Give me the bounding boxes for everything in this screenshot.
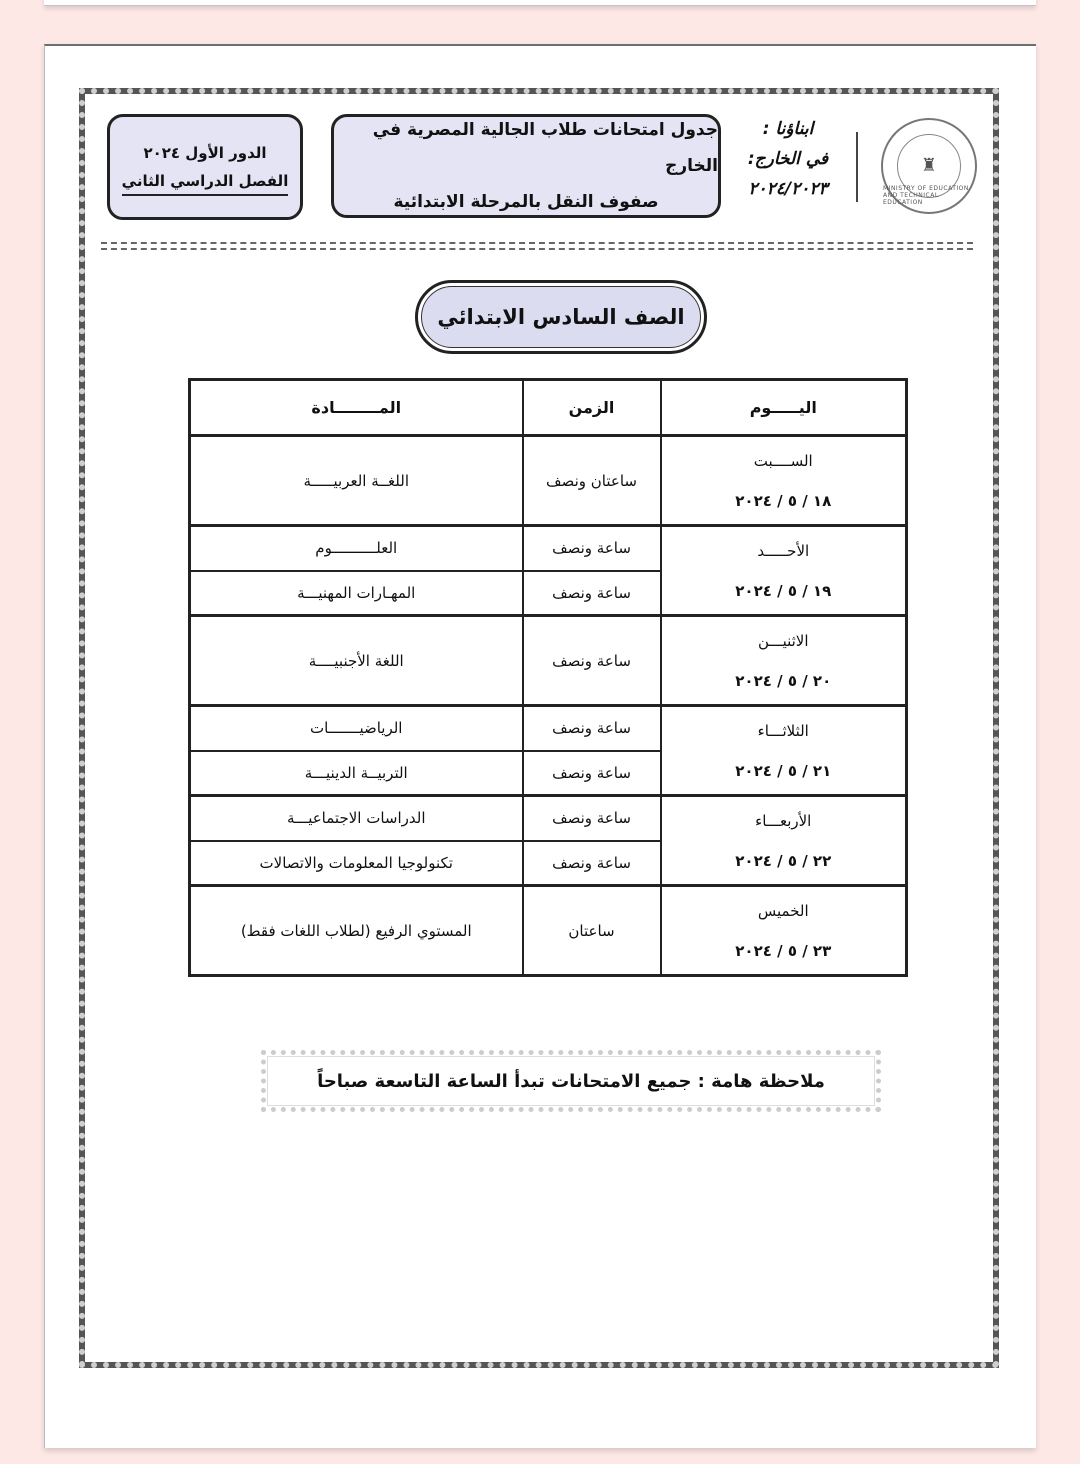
subject-cell: المهـارات المهنيـــة [190, 571, 523, 616]
exam-date: ٢٠ / ٥ / ٢٠٢٤ [735, 671, 832, 690]
important-note: ملاحظة هامة : جميع الامتحانات تبدأ الساعة التاسعة صباحاً [261, 1050, 881, 1112]
duration-cell: ساعة ونصف [523, 796, 661, 841]
day-name: الخميس [757, 901, 809, 920]
day-cell [661, 616, 907, 706]
audience-block [733, 114, 843, 204]
exam-date: ١٨ / ٥ / ٢٠٢٤ [735, 491, 832, 510]
exam-date: ٢٣ / ٥ / ٢٠٢٤ [735, 941, 832, 960]
title-line2: صفوف النقل بالمرحلة الابتدائية [393, 192, 659, 212]
grade-title: الصف السادس الابتدائي [421, 286, 701, 348]
grade-title-pill [415, 280, 707, 354]
duration-cell: ساعة ونصف [523, 706, 661, 751]
duration-cell: ساعة ونصف [523, 841, 661, 886]
title-line1: جدول امتحانات طلاب الجالية المصرية في الخارج [372, 120, 718, 176]
subject-cell: اللغة الأجنبيــــة [190, 616, 523, 706]
day-cell [661, 796, 907, 886]
day-cell [661, 436, 907, 526]
table-row [190, 706, 907, 751]
header-subject: المــــــــادة [190, 380, 523, 436]
header-duration: الزمن [523, 380, 661, 436]
table-row [190, 436, 907, 526]
previous-page-edge [44, 0, 1036, 6]
exam-date: ٢٢ / ٥ / ٢٠٢٤ [735, 851, 832, 870]
subject-cell: التربيــة الدينيـــة [190, 751, 523, 796]
subject-cell: العلــــــــــوم [190, 526, 523, 571]
exam-date: ١٩ / ٥ / ٢٠٢٤ [735, 581, 832, 600]
subject-cell: اللغــة العربيـــــة [190, 436, 523, 526]
session-box [107, 114, 303, 220]
day-name: الأربعـــاء [755, 811, 812, 830]
subject-cell: الدراسات الاجتماعيـــة [190, 796, 523, 841]
day-cell [661, 526, 907, 616]
audience-line2: في الخارج: [747, 149, 829, 169]
audience-year: ٢٠٢٤/٢٠٢٣ [748, 179, 828, 199]
day-name: الأحـــــد [757, 541, 810, 560]
subject-cell: الرياضيـــــــات [190, 706, 523, 751]
day-cell [661, 706, 907, 796]
table-row [190, 526, 907, 571]
exam-date: ٢١ / ٥ / ٢٠٢٤ [735, 761, 832, 780]
exam-schedule-table [188, 378, 908, 977]
duration-cell: ساعة ونصف [523, 751, 661, 796]
eagle-emblem-icon: ♜ [897, 134, 961, 198]
audience-line1: ابناؤنا : [762, 119, 814, 139]
day-name: الســــبت [753, 451, 813, 470]
dashed-separator [101, 242, 973, 250]
duration-cell: ساعة ونصف [523, 571, 661, 616]
table-row [190, 796, 907, 841]
ministry-logo [881, 118, 977, 214]
duration-cell: ساعتان [523, 886, 661, 976]
table-row [190, 886, 907, 976]
table-row [190, 616, 907, 706]
table-header-row [190, 380, 907, 436]
document-page [44, 44, 1036, 1448]
session-line1: الدور الأول ٢٠٢٤ [143, 144, 267, 162]
duration-cell: ساعة ونصف [523, 616, 661, 706]
session-line2: الفصل الدراسي الثاني [122, 168, 289, 196]
header-divider [856, 132, 858, 202]
decorative-border [79, 88, 999, 1368]
duration-cell: ساعة ونصف [523, 526, 661, 571]
subject-cell: المستوي الرفيع (لطلاب اللغات فقط) [190, 886, 523, 976]
subject-cell: تكنولوجيا المعلومات والاتصالات [190, 841, 523, 886]
schedule-title-box [331, 114, 721, 218]
header-day: اليـــــوم [661, 380, 907, 436]
day-cell [661, 886, 907, 976]
day-name: الثلاثـــاء [757, 721, 809, 740]
logo-ring-text: MINISTRY OF EDUCATION AND TECHNICAL EDUCATION [883, 185, 969, 206]
duration-cell: ساعتان ونصف [523, 436, 661, 526]
day-name: الاثنيـــن [757, 631, 809, 650]
